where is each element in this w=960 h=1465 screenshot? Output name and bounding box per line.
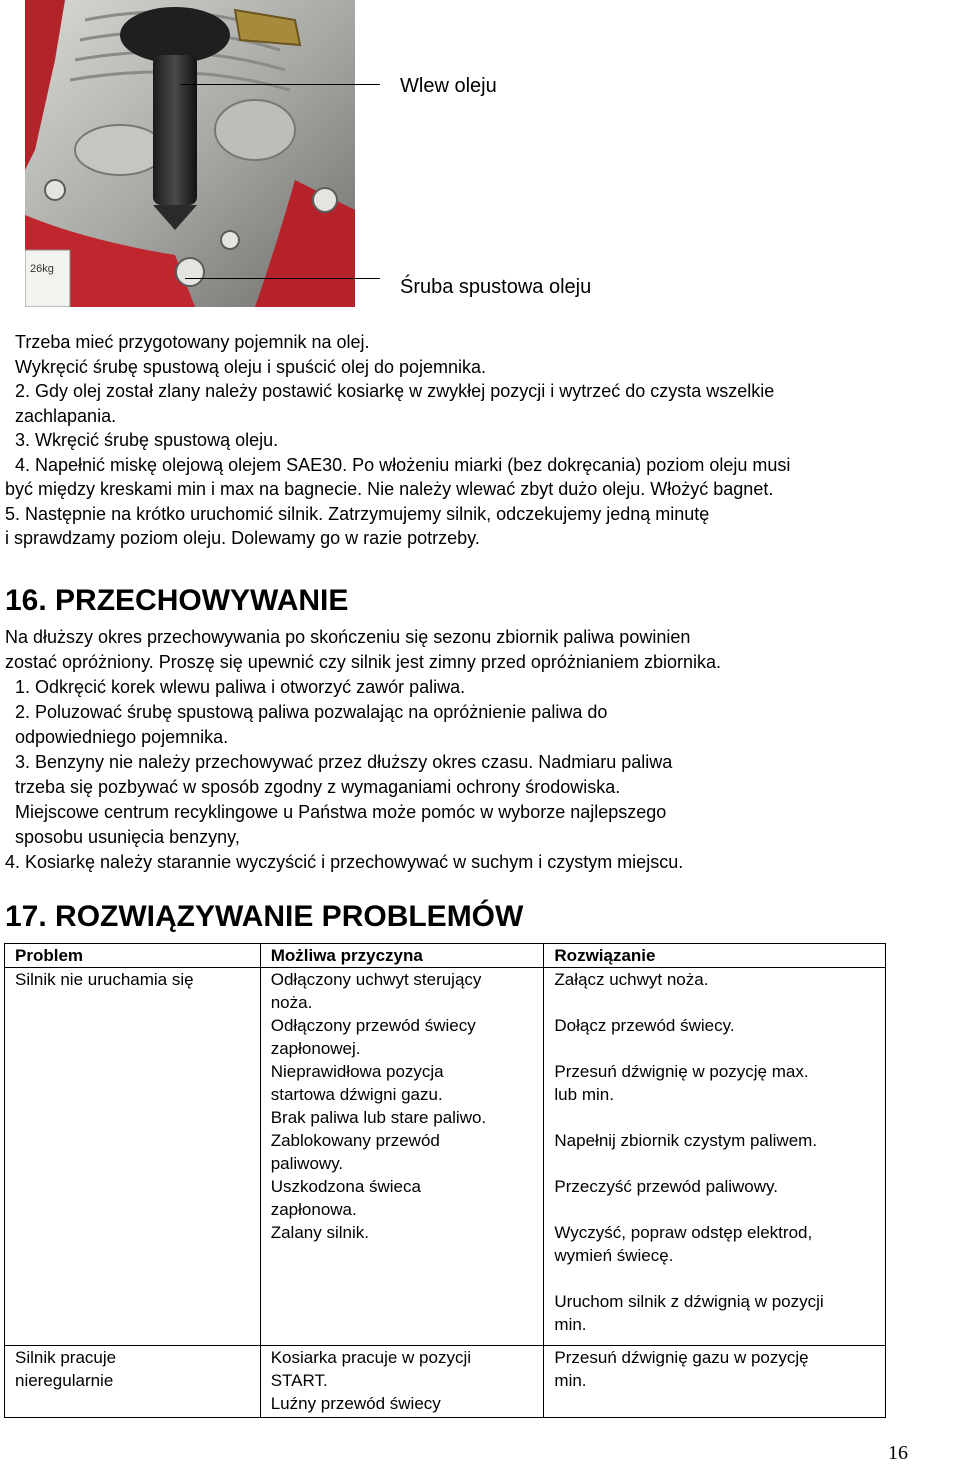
storage-heading: 16. PRZECHOWYWANIE	[5, 584, 349, 617]
text-line: odpowiedniego pojemnika.	[15, 727, 229, 747]
text-line: 3. Wkręcić śrubę spustową oleju.	[15, 430, 279, 450]
cell-text: Dołącz przewód świecy.	[554, 1016, 735, 1035]
cell-text: noża.	[270, 993, 313, 1012]
cell-text: paliwowy.	[270, 1154, 344, 1173]
problem-cell	[5, 968, 261, 1346]
cell-text: Brak paliwa lub stare paliwo.	[270, 1108, 487, 1127]
cause-cell	[260, 968, 544, 1346]
column-header-cause: Możliwa przyczyna	[260, 944, 544, 968]
text-line: Miejscowe centrum recyklingowe u Państwa może pomóc w wyborze najlepszego	[15, 802, 667, 822]
text-line: 2. Gdy olej został zlany należy postawić kosiarkę w zwykłej pozycji i wytrzeć do czysta wszelkie	[15, 381, 775, 401]
cell-text: Kosiarka pracuje w pozycji	[270, 1348, 472, 1367]
spacer	[554, 1106, 879, 1129]
cell-text: nieregularnie	[15, 1371, 114, 1390]
cell-text: startowa dźwigni gazu.	[270, 1085, 443, 1104]
text-line: być między kreskami min i max na bagnecie. Nie należy wlewać zbyt dużo oleju. Włożyć bagnet.	[5, 479, 774, 499]
storage-instructions	[5, 625, 721, 875]
cell-text: min.	[554, 1371, 587, 1390]
problem-cell	[5, 1346, 261, 1418]
engine-photo	[25, 0, 355, 307]
cell-text: Przeczyść przewód paliwowy.	[554, 1177, 778, 1196]
text-line: trzeba się pozbywać w sposób zgodny z wymaganiami ochrony środowiska.	[15, 777, 621, 797]
spacer	[554, 1267, 879, 1290]
cell-text: Załącz uchwyt noża.	[554, 970, 709, 989]
spacer	[554, 1152, 879, 1175]
cell-text: wymień świecę.	[554, 1246, 674, 1265]
oil-change-instructions	[5, 330, 791, 551]
text-line: 4. Kosiarkę należy starannie wyczyścić i przechowywać w suchym i czystym miejscu.	[5, 852, 684, 872]
text-line: sposobu usunięcia benzyny,	[15, 827, 240, 847]
solution-cell	[544, 968, 886, 1346]
text-line: Wykręcić śrubę spustową oleju i spuścić olej do pojemnika.	[15, 356, 487, 377]
troubleshooting-heading: 17. ROZWIĄZYWANIE PROBLEMÓW	[5, 900, 524, 933]
drain-screw-label: Śruba spustowa oleju	[400, 276, 592, 298]
cell-text: Luźny przewód świecy	[270, 1394, 441, 1413]
oil-fill-label: Wlew oleju	[400, 75, 497, 97]
text-line: Trzeba mieć przygotowany pojemnik na olej.	[15, 332, 370, 352]
drain-screw-leader-line	[185, 278, 380, 279]
column-header-solution: Rozwiązanie	[544, 944, 886, 968]
text-line: zostać opróżniony. Proszę się upewnić czy silnik jest zimny przed opróżnianiem zbiornika.	[5, 652, 721, 672]
cell-text: Przesuń dźwignię gazu w pozycję	[554, 1348, 809, 1367]
cell-text: zapłonowa.	[270, 1200, 357, 1219]
cell-text: zapłonowej.	[270, 1039, 361, 1058]
spacer	[554, 1037, 879, 1060]
table-row	[5, 1346, 886, 1418]
troubleshooting-table	[4, 943, 886, 1418]
cell-text: Przesuń dźwignię w pozycję max.	[554, 1062, 809, 1081]
cell-text: Silnik nie uruchamia się	[15, 970, 194, 989]
cell-text: Uruchom silnik z dźwignią w pozycji	[554, 1292, 824, 1311]
cell-text: Zablokowany przewód	[270, 1131, 440, 1150]
weight-sticker-text: 26kg	[30, 263, 54, 275]
text-line: zachlapania.	[15, 405, 117, 426]
cause-cell	[260, 1346, 544, 1418]
page-number: 16	[888, 1442, 908, 1464]
text-line: 4. Napełnić miskę olejową olejem SAE30. Po włożeniu miarki (bez dokręcania) poziom oleju musi	[15, 454, 791, 475]
spacer	[554, 1198, 879, 1221]
cell-text: Wyczyść, popraw odstęp elektrod,	[554, 1223, 813, 1242]
spacer	[554, 991, 879, 1014]
cell-text: Nieprawidłowa pozycja	[270, 1062, 444, 1081]
cell-text: Napełnij zbiornik czystym paliwem.	[554, 1131, 818, 1150]
text-line: 3. Benzyny nie należy przechowywać przez dłuższy okres czasu. Nadmiaru paliwa	[15, 752, 673, 772]
cell-text: lub min.	[554, 1085, 614, 1104]
oil-fill-leader-line	[180, 84, 380, 85]
text-line: Na dłuższy okres przechowywania po skończeniu się sezonu zbiornik paliwa powinien	[5, 627, 691, 647]
cell-text: Uszkodzona świeca	[270, 1177, 421, 1196]
column-header-problem: Problem	[5, 944, 261, 968]
cell-text: START.	[270, 1371, 328, 1390]
engine-illustration	[25, 0, 355, 307]
text-line: i sprawdzamy poziom oleju. Dolewamy go w razie potrzeby.	[5, 528, 480, 548]
cell-text: min.	[554, 1315, 587, 1334]
solution-cell	[544, 1346, 886, 1418]
table-header-row	[5, 944, 886, 968]
text-line: 5. Następnie na krótko uruchomić silnik. Zatrzymujemy silnik, odczekujemy jedną minutę	[5, 503, 710, 524]
cell-text: Odłączony przewód świecy	[270, 1016, 476, 1035]
text-line: 2. Poluzować śrubę spustową paliwa pozwalając na opróżnienie paliwa do	[15, 702, 608, 722]
cell-text: Silnik pracuje	[15, 1348, 117, 1367]
cell-text: Odłączony uchwyt sterujący	[270, 970, 482, 989]
table-row	[5, 968, 886, 1346]
text-line: 1. Odkręcić korek wlewu paliwa i otworzyć zawór paliwa.	[15, 677, 466, 697]
cell-text: Zalany silnik.	[270, 1223, 369, 1242]
